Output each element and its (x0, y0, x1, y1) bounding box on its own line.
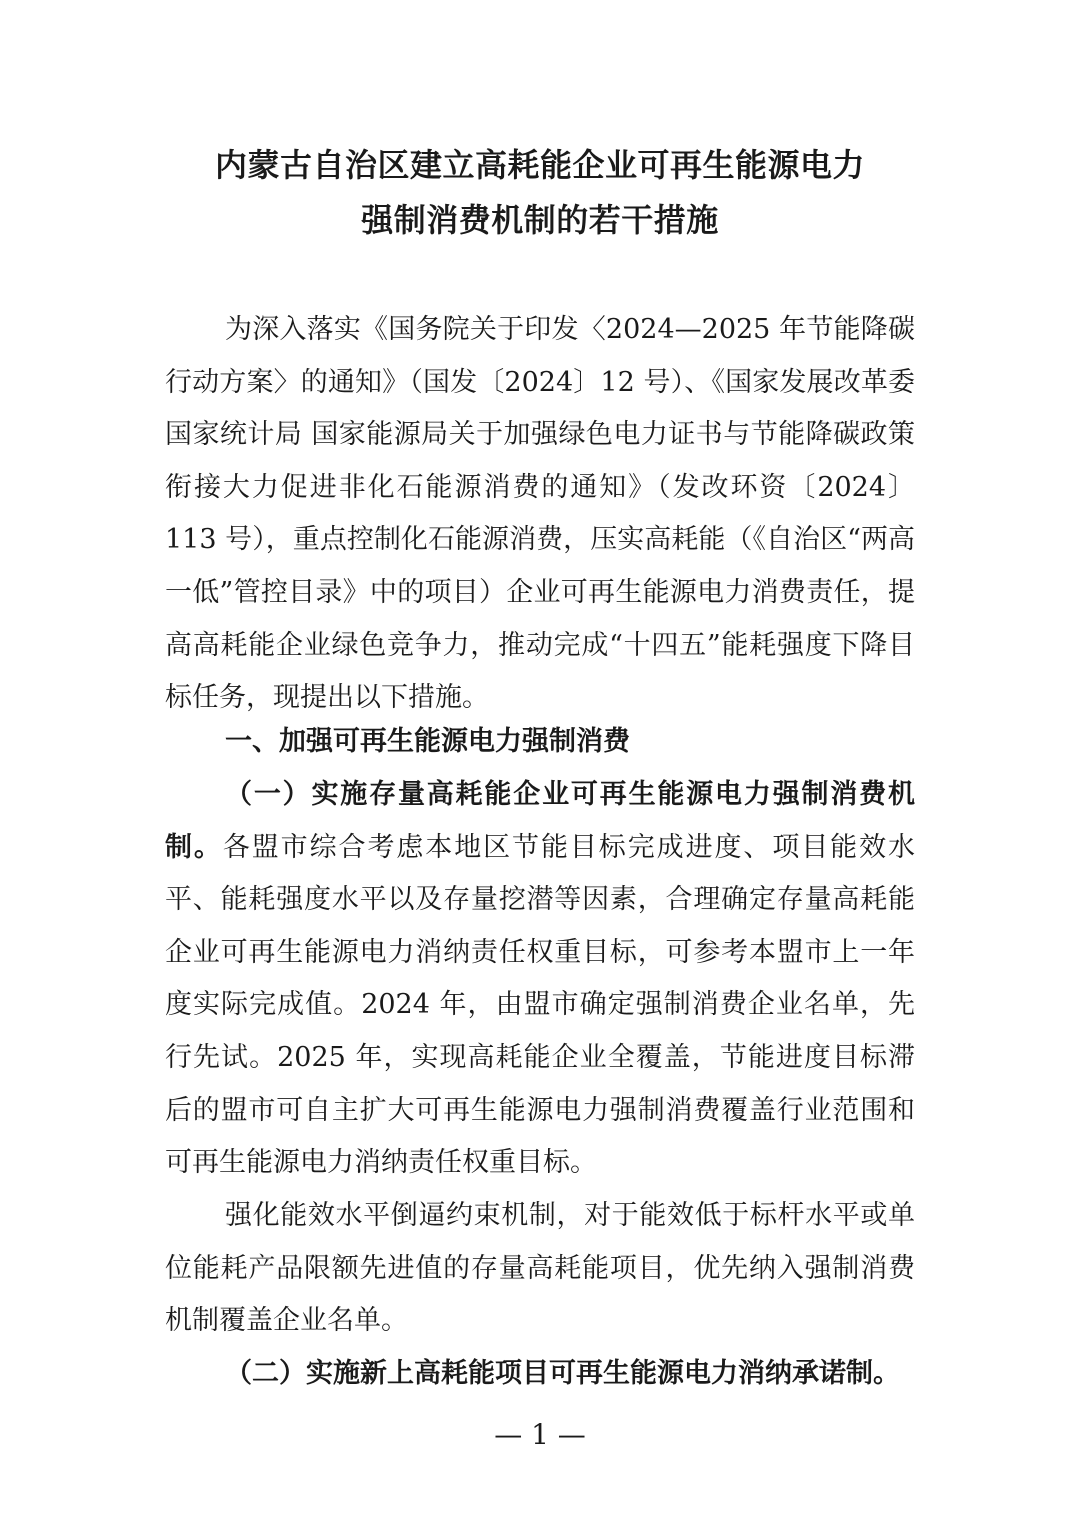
section1-block (165, 716, 915, 769)
document-title-line-2: 强制消费机制的若干措施 (361, 201, 719, 239)
section1-heading: 一、加强可再生能源电力强制消费 (225, 726, 630, 757)
intro-paragraph: 为深入落实《国务院关于印发〈2024—2025 年节能降碳行动方案〉的通知》（国发〔2024〕12 号）、《国家发展改革委 国家统计局 国家能源局关于加强绿色电力证书与节能降碳政策衔接大力促进非化石能源消费的通知》（发改环资〔2024〕113 号），重点控制化石能源消费，压实高耗能（《自治区“两高一低”管控目录》中的项目）企业可再生能源电力消费责任，提高高耗能企业绿色竞争力，推动完成“十四五”能耗强度下降目标任务，现提出以下措施。 (165, 314, 915, 714)
item2-heading: （二）实施新上高耗能项目可再生能源电力消纳承诺制。 (225, 1358, 900, 1389)
page-number: — 1 — (494, 1418, 586, 1451)
document-title-line-1: 内蒙古自治区建立高耗能企业可再生能源电力 (214, 146, 865, 184)
item1-block (165, 769, 915, 1190)
item2-block (165, 1348, 915, 1401)
item1-text: 各盟市综合考虑本地区节能目标完成进度、项目能效水平、能耗强度水平以及存量挖潜等因素，合理确定存量高耗能企业可再生能源电力消纳责任权重目标，可参考本盟市上一年度实际完成值。2024 年，由盟市确定强制消费企业名单，先行先试。2025 年，实现高耗能企业全覆盖，节能进度目标滞后的盟市可自主扩大可再生能源电力强制消费覆盖行业范围和可再生能源电力消纳责任权重目标。 (165, 831, 916, 1179)
para2-block (165, 1190, 915, 1348)
para2-paragraph: 强化能效水平倒逼约束机制，对于能效低于标杆水平或单位能耗产品限额先进值的存量高耗能项目，优先纳入强制消费机制覆盖企业名单。 (165, 1200, 915, 1337)
item1-heading: （一）实施存量高耗能企业可再生能源电力强制消费机制。 (165, 779, 915, 863)
intro-block (165, 304, 915, 725)
item1-paragraph (165, 769, 915, 1190)
